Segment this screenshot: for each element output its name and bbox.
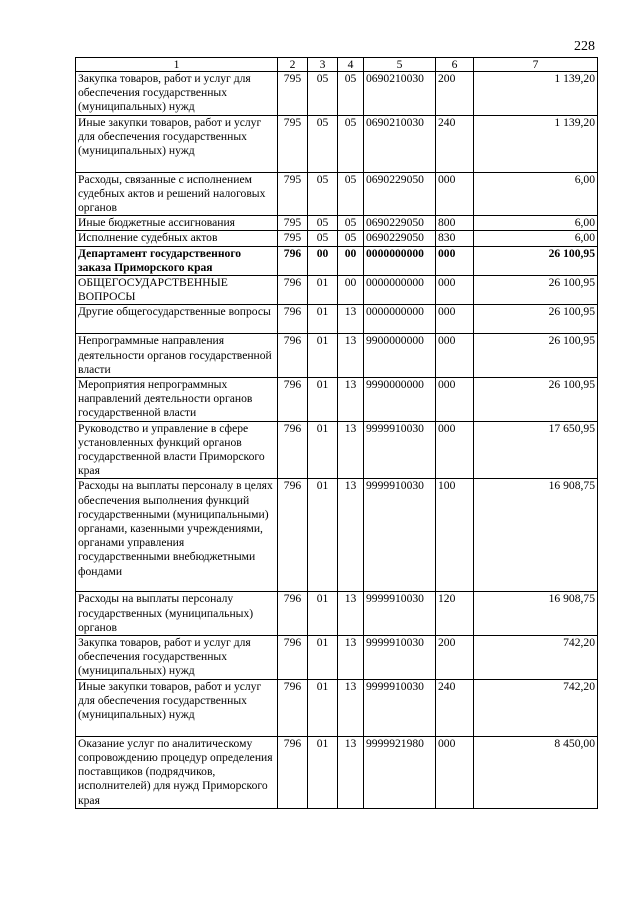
row-target-article-cell: 0000000000 bbox=[364, 246, 436, 275]
table-row bbox=[76, 334, 598, 378]
row-name-cell: Закупка товаров, работ и услуг для обеспечения государственных (муниципальных) нужд bbox=[76, 636, 278, 680]
row-expense-type-cell: 100 bbox=[436, 479, 474, 592]
row-target-article-cell: 9999910030 bbox=[364, 636, 436, 680]
row-section-cell: 05 bbox=[308, 216, 338, 231]
row-expense-type-cell: 000 bbox=[436, 736, 474, 808]
row-amount-cell: 1 139,20 bbox=[474, 115, 598, 172]
row-section-cell: 05 bbox=[308, 72, 338, 116]
row-ved-cell: 796 bbox=[278, 736, 308, 808]
row-name-cell: Руководство и управление в сфере установленных функций органов государственной власти Приморского края bbox=[76, 421, 278, 479]
row-target-article-cell: 9999910030 bbox=[364, 592, 436, 636]
row-amount-cell: 17 650,95 bbox=[474, 421, 598, 479]
row-expense-type-cell: 800 bbox=[436, 216, 474, 231]
row-section-cell: 05 bbox=[308, 231, 338, 246]
row-subsection-cell: 13 bbox=[338, 479, 364, 592]
row-name-cell: Оказание услуг по аналитическому сопровождению процедур определения поставщиков (подрядчиков, исполнителей) для нужд Приморского края bbox=[76, 736, 278, 808]
row-amount-cell: 26 100,95 bbox=[474, 246, 598, 275]
row-subsection-cell: 13 bbox=[338, 421, 364, 479]
row-section-cell: 05 bbox=[308, 115, 338, 172]
row-target-article-cell: 0690229050 bbox=[364, 172, 436, 216]
row-expense-type-cell: 000 bbox=[436, 276, 474, 305]
row-target-article-cell: 0000000000 bbox=[364, 276, 436, 305]
row-section-cell: 01 bbox=[308, 636, 338, 680]
row-ved-cell: 796 bbox=[278, 679, 308, 736]
column-header: 7 bbox=[474, 58, 598, 72]
row-ved-cell: 795 bbox=[278, 72, 308, 116]
row-amount-cell: 26 100,95 bbox=[474, 276, 598, 305]
row-amount-cell: 16 908,75 bbox=[474, 479, 598, 592]
row-section-cell: 01 bbox=[308, 479, 338, 592]
row-amount-cell: 742,20 bbox=[474, 679, 598, 736]
row-amount-cell: 1 139,20 bbox=[474, 72, 598, 116]
column-header: 3 bbox=[308, 58, 338, 72]
table-row bbox=[76, 72, 598, 116]
row-subsection-cell: 05 bbox=[338, 216, 364, 231]
row-expense-type-cell: 240 bbox=[436, 115, 474, 172]
row-section-cell: 01 bbox=[308, 736, 338, 808]
row-section-cell: 01 bbox=[308, 592, 338, 636]
row-name-cell: Исполнение судебных актов bbox=[76, 231, 278, 246]
row-name-cell: Другие общегосударственные вопросы bbox=[76, 305, 278, 334]
budget-table bbox=[75, 57, 598, 809]
row-subsection-cell: 05 bbox=[338, 172, 364, 216]
table-row bbox=[76, 246, 598, 275]
row-name-cell: ОБЩЕГОСУДАРСТВЕННЫЕ ВОПРОСЫ bbox=[76, 276, 278, 305]
row-target-article-cell: 0000000000 bbox=[364, 305, 436, 334]
row-section-cell: 01 bbox=[308, 421, 338, 479]
row-amount-cell: 8 450,00 bbox=[474, 736, 598, 808]
row-expense-type-cell: 000 bbox=[436, 305, 474, 334]
row-ved-cell: 795 bbox=[278, 115, 308, 172]
row-subsection-cell: 05 bbox=[338, 231, 364, 246]
row-expense-type-cell: 000 bbox=[436, 246, 474, 275]
row-name-cell: Закупка товаров, работ и услуг для обеспечения государственных (муниципальных) нужд bbox=[76, 72, 278, 116]
column-header: 5 bbox=[364, 58, 436, 72]
table-row bbox=[76, 592, 598, 636]
table-row bbox=[76, 172, 598, 216]
column-header: 2 bbox=[278, 58, 308, 72]
row-target-article-cell: 0690229050 bbox=[364, 231, 436, 246]
row-subsection-cell: 05 bbox=[338, 115, 364, 172]
row-ved-cell: 796 bbox=[278, 592, 308, 636]
row-section-cell: 01 bbox=[308, 378, 338, 422]
row-expense-type-cell: 000 bbox=[436, 334, 474, 378]
row-section-cell: 05 bbox=[308, 172, 338, 216]
row-target-article-cell: 9900000000 bbox=[364, 334, 436, 378]
row-section-cell: 01 bbox=[308, 276, 338, 305]
row-amount-cell: 6,00 bbox=[474, 172, 598, 216]
row-subsection-cell: 13 bbox=[338, 736, 364, 808]
row-ved-cell: 796 bbox=[278, 305, 308, 334]
table-row bbox=[76, 276, 598, 305]
row-ved-cell: 796 bbox=[278, 479, 308, 592]
row-target-article-cell: 9999921980 bbox=[364, 736, 436, 808]
column-header: 1 bbox=[76, 58, 278, 72]
row-expense-type-cell: 000 bbox=[436, 172, 474, 216]
row-subsection-cell: 13 bbox=[338, 592, 364, 636]
row-amount-cell: 16 908,75 bbox=[474, 592, 598, 636]
row-target-article-cell: 9999910030 bbox=[364, 679, 436, 736]
row-target-article-cell: 9990000000 bbox=[364, 378, 436, 422]
table-row bbox=[76, 421, 598, 479]
row-ved-cell: 795 bbox=[278, 231, 308, 246]
row-subsection-cell: 00 bbox=[338, 276, 364, 305]
row-target-article-cell: 9999910030 bbox=[364, 421, 436, 479]
row-target-article-cell: 0690229050 bbox=[364, 216, 436, 231]
row-section-cell: 01 bbox=[308, 334, 338, 378]
row-ved-cell: 796 bbox=[278, 636, 308, 680]
row-name-cell: Непрограммные направления деятельности органов государственной власти bbox=[76, 334, 278, 378]
table-row bbox=[76, 216, 598, 231]
row-name-cell: Иные бюджетные ассигнования bbox=[76, 216, 278, 231]
row-subsection-cell: 00 bbox=[338, 246, 364, 275]
page-number: 228 bbox=[574, 39, 595, 54]
row-expense-type-cell: 830 bbox=[436, 231, 474, 246]
table-row bbox=[76, 479, 598, 592]
header-row bbox=[76, 58, 598, 72]
row-subsection-cell: 13 bbox=[338, 334, 364, 378]
row-expense-type-cell: 120 bbox=[436, 592, 474, 636]
row-name-cell: Расходы на выплаты персоналу государственных (муниципальных) органов bbox=[76, 592, 278, 636]
table-row bbox=[76, 305, 598, 334]
row-name-cell: Иные закупки товаров, работ и услуг для обеспечения государственных (муниципальных) нужд bbox=[76, 115, 278, 172]
row-expense-type-cell: 000 bbox=[436, 421, 474, 479]
column-header: 6 bbox=[436, 58, 474, 72]
row-expense-type-cell: 200 bbox=[436, 72, 474, 116]
row-subsection-cell: 13 bbox=[338, 378, 364, 422]
row-amount-cell: 26 100,95 bbox=[474, 334, 598, 378]
table-row bbox=[76, 115, 598, 172]
row-ved-cell: 796 bbox=[278, 276, 308, 305]
row-amount-cell: 742,20 bbox=[474, 636, 598, 680]
row-name-cell: Иные закупки товаров, работ и услуг для обеспечения государственных (муниципальных) нужд bbox=[76, 679, 278, 736]
column-header: 4 bbox=[338, 58, 364, 72]
row-subsection-cell: 13 bbox=[338, 679, 364, 736]
table-row bbox=[76, 378, 598, 422]
row-section-cell: 00 bbox=[308, 246, 338, 275]
row-ved-cell: 795 bbox=[278, 172, 308, 216]
row-expense-type-cell: 200 bbox=[436, 636, 474, 680]
row-subsection-cell: 13 bbox=[338, 636, 364, 680]
row-ved-cell: 795 bbox=[278, 216, 308, 231]
row-name-cell: Расходы, связанные с исполнением судебных актов и решений налоговых органов bbox=[76, 172, 278, 216]
row-amount-cell: 26 100,95 bbox=[474, 378, 598, 422]
row-name-cell: Департамент государственного заказа Приморского края bbox=[76, 246, 278, 275]
row-expense-type-cell: 240 bbox=[436, 679, 474, 736]
row-ved-cell: 796 bbox=[278, 334, 308, 378]
row-subsection-cell: 05 bbox=[338, 72, 364, 116]
row-amount-cell: 6,00 bbox=[474, 216, 598, 231]
row-name-cell: Расходы на выплаты персоналу в целях обеспечения выполнения функций государственными (муниципальными) органами, казенными учреждениями, органами управления государственными внебюджетными фондами bbox=[76, 479, 278, 592]
row-ved-cell: 796 bbox=[278, 421, 308, 479]
row-section-cell: 01 bbox=[308, 305, 338, 334]
row-target-article-cell: 9999910030 bbox=[364, 479, 436, 592]
row-section-cell: 01 bbox=[308, 679, 338, 736]
table-body bbox=[76, 72, 598, 809]
row-expense-type-cell: 000 bbox=[436, 378, 474, 422]
table-row bbox=[76, 636, 598, 680]
row-ved-cell: 796 bbox=[278, 246, 308, 275]
row-name-cell: Мероприятия непрограммных направлений деятельности органов государственной власти bbox=[76, 378, 278, 422]
row-target-article-cell: 0690210030 bbox=[364, 72, 436, 116]
table-row bbox=[76, 231, 598, 246]
table-row bbox=[76, 736, 598, 808]
row-amount-cell: 26 100,95 bbox=[474, 305, 598, 334]
row-amount-cell: 6,00 bbox=[474, 231, 598, 246]
row-subsection-cell: 13 bbox=[338, 305, 364, 334]
row-ved-cell: 796 bbox=[278, 378, 308, 422]
row-target-article-cell: 0690210030 bbox=[364, 115, 436, 172]
table-row bbox=[76, 679, 598, 736]
